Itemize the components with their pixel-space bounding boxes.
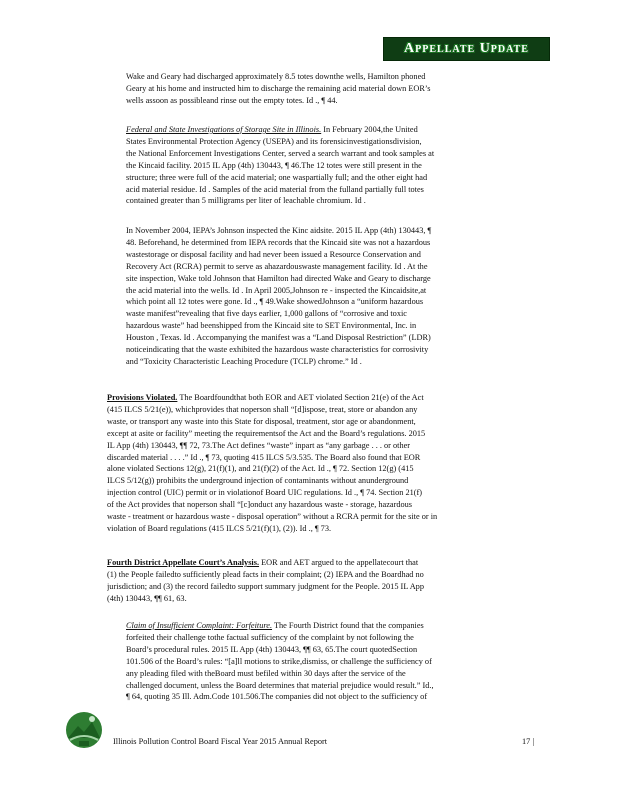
text-line: discarded material . . . .” Id ., ¶ 73, quoting 415 ILCS 5/3.535. The Board also found that EOR bbox=[107, 452, 421, 462]
text-line: waste - treatment or hazardous waste - disposal operation” without a RCRA permit for the site or in bbox=[107, 512, 438, 522]
text-line: jurisdiction; and (3) the record failedto support summary judgment for the People. 2015 IL App bbox=[107, 581, 424, 591]
text-line: site inspection, Wake told Johnson that Hamilton had directed Wake and Geary to discharge bbox=[126, 273, 431, 283]
paragraph-2 bbox=[126, 124, 546, 207]
text-line: waste manifest”revealing that five days earlier, 1,000 gallons of “corrosive and toxic bbox=[126, 309, 407, 319]
text-line: Geary at his home and instructed him to discharge the remaining acid material down EOR’s bbox=[126, 83, 431, 93]
text-run: The Boardfoundthat both EOR and AET violated Section 21(e) of the Act bbox=[177, 393, 424, 402]
text-line: of the Act provides that noperson shall “[c]onduct any hazardous waste - storage, hazardous bbox=[107, 500, 413, 510]
text-line: In November 2004, IEPA’s Johnson inspected the Kinc aidsite. 2015 IL App (4th) 130443, ¶ bbox=[126, 226, 432, 235]
text-line: 48. Beforehand, he determined from IEPA records that the Kincaid site was not a hazardous bbox=[126, 237, 431, 247]
report-footer: Illinois Pollution Control Board Fiscal Year 2015 Annual Report bbox=[113, 737, 328, 746]
text-line: noticeindicating that the waste exhibited the hazardous waste characteristics for corrosivity bbox=[126, 345, 429, 355]
section-heading: Claim of Insufficient Complaint: Forfeiture. bbox=[126, 621, 273, 630]
paragraph-1 bbox=[126, 71, 546, 107]
text-line bbox=[126, 124, 546, 136]
text-line: acid material residue. Id . Samples of the acid material from the fulland partially full totes bbox=[126, 184, 424, 194]
text-line: violation of Board regulations (415 ILCS 5/21(f)(1), (2)). Id ., ¶ 73. bbox=[107, 523, 332, 533]
text-line: forfeited their challenge tothe factual sufficiency of the complaint by not following the bbox=[126, 632, 414, 642]
text-line: IL App (4th) 130443, ¶¶ 72, 73.The Act defines “waste” inpart as “any garbage . . . or other bbox=[107, 440, 411, 450]
text-line: ILCS 5/12(g)) prohibits the underground injection of contaminants without anunderground bbox=[107, 476, 409, 486]
appellate-update-banner bbox=[383, 37, 550, 61]
text-line: States Environmental Protection Agency (USEPA) and its forensicinvestigationsdivision, bbox=[126, 136, 422, 146]
page-number: 17 | bbox=[522, 737, 535, 746]
text-line: (1) the People failedto sufficiently plead facts in their complaint; (2) IEPA and the Boardhad no bbox=[107, 569, 424, 579]
text-line: except at asite or facility” meeting the requirementsof the Act and the Board’s regulations. 2015 bbox=[107, 428, 426, 438]
text-line: wastestorage or disposal facility and had never been issued a Resource Conservation and bbox=[126, 249, 421, 259]
text-line: (4th) 130443, ¶¶ 61, 63. bbox=[107, 593, 187, 603]
text-line: waste, or transport any waste into this State for disposal, treatment, stor age or abandonment, bbox=[107, 416, 416, 426]
section-heading: Provisions Violated. bbox=[107, 393, 178, 402]
text-line: contained greater than 5 milligrams per liter of leachable chromium. Id . bbox=[126, 196, 366, 206]
paragraph-6 bbox=[126, 620, 546, 703]
text-line: (415 ILCS 5/21(e)), whichprovides that noperson shall “[d]ispose, treat, store or abandon any bbox=[107, 404, 418, 414]
text-line: 101.506 of the Board’s rules: “[a]ll motions to strike,dismiss, or challenge the sufficiency of bbox=[126, 656, 432, 666]
text-line: which point all 12 totes were gone. Id ., ¶ 49.Wake showedJohnson a “uniform hazardous bbox=[126, 297, 424, 307]
text-line: alone violated Sections 12(g), 21(f)(1), and 21(f)(2) of the Act. Id ., ¶ 72. Section 12(g) (415 bbox=[107, 464, 414, 474]
text-run: In February 2004,the United bbox=[321, 125, 418, 134]
text-line: Board’s procedural rules. 2015 IL App (4th) 130443, ¶¶ 63, 65.The court quotedSection bbox=[126, 644, 418, 654]
section-heading: Fourth District Appellate Court’s Analysis. bbox=[107, 558, 260, 567]
text-line: the Kincaid facility. 2015 IL App (4th) 130443, ¶ 46.The 12 totes were still present in the bbox=[126, 160, 422, 170]
text-run: The Fourth District found that the companies bbox=[272, 621, 424, 630]
text-line: Recovery Act (RCRA) permit to serve as ahazardouswaste management facility. Id . At the bbox=[126, 261, 428, 271]
section-heading: Federal and State Investigations of Storage Site in Illinois. bbox=[126, 125, 322, 134]
text-line: challenged document, unless the Board determines that material prejudice would result.” Id., bbox=[126, 680, 434, 690]
text-line bbox=[107, 557, 547, 569]
text-line: Houston , Texas. Id . Accompanying the manifest was a “Land Disposal Restriction” (LDR) bbox=[126, 333, 431, 343]
text-line: and “Toxicity Characteristic Leaching Procedure (TCLP) chrome.” Id . bbox=[126, 356, 362, 366]
text-line: any pleading filed with theBoard must befiled within 30 days after the service of the bbox=[126, 668, 406, 678]
text-line: structure; three were full of the acid material; one waspartially full; and the other eight had bbox=[126, 172, 428, 182]
text-line bbox=[107, 392, 547, 404]
paragraph-3 bbox=[126, 225, 546, 368]
text-line: injection control (UIC) permit or in violationof Board UIC regulations. Id ., ¶ 74. Section 21(f) bbox=[107, 488, 423, 498]
text-line: the acid material into the wells. Id . In April 2005,Johnson re - inspected the Kincaidsite,at bbox=[126, 285, 427, 295]
text-line: Wake and Geary had discharged approximately 8.5 totes downthe wells, Hamilton phoned bbox=[126, 72, 426, 81]
text-line: wells assoon as possibleand rinse out the empty totes. Id ., ¶ 44. bbox=[126, 95, 338, 105]
text-line bbox=[126, 620, 546, 632]
text-run: EOR and AET argued to the appellatecourt that bbox=[259, 558, 419, 567]
text-line: the National Enforcement Investigations Center, served a search warrant and took samples at bbox=[126, 148, 435, 158]
banner-title: Appellate Update bbox=[404, 41, 529, 56]
paragraph-5 bbox=[107, 557, 547, 605]
paragraph-4 bbox=[107, 392, 547, 535]
ipcb-logo-icon bbox=[62, 708, 106, 752]
text-line: ¶ 64, quoting 35 Ill. Adm.Code 101.506.The companies did not object to the sufficiency of bbox=[126, 692, 428, 702]
text-line: hazardous waste” had beenshipped from the Kincaid site to SET Environmental, Inc. in bbox=[126, 321, 417, 331]
